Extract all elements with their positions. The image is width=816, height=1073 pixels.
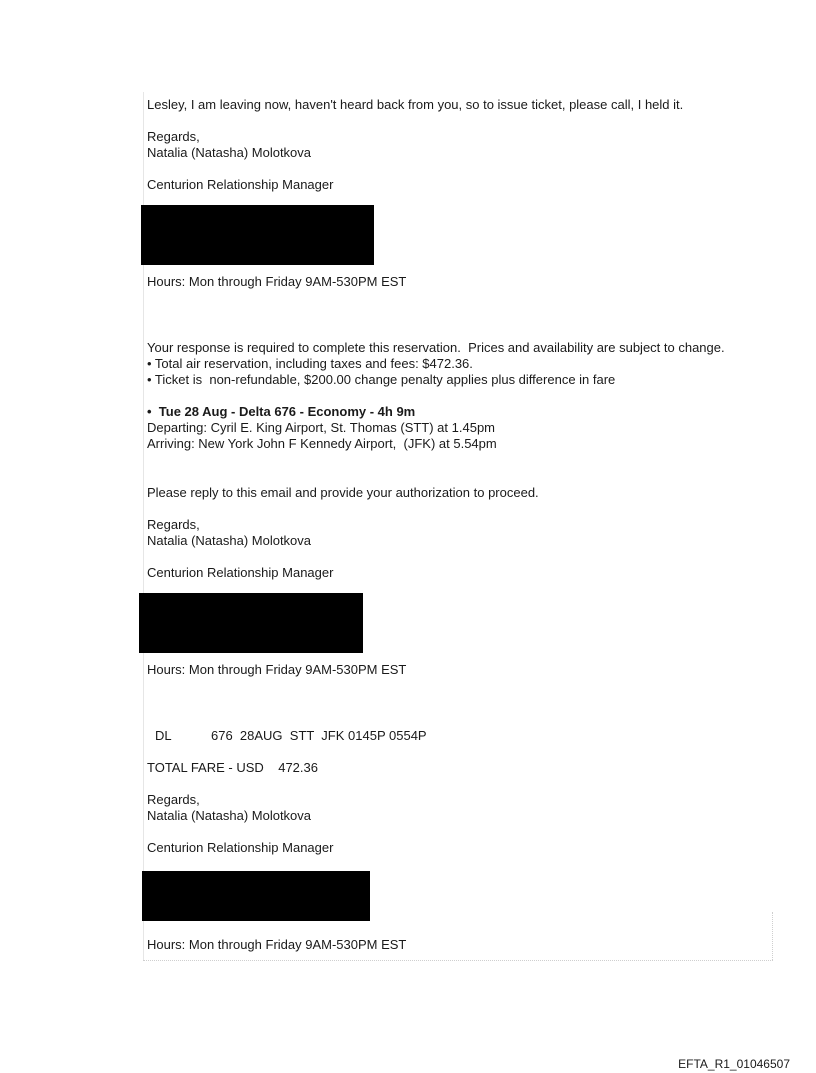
itinerary-segment: 676 28AUG STT JFK 0145P 0554P <box>211 728 427 743</box>
redaction-block <box>142 871 370 921</box>
quote-border-bottom <box>143 960 773 961</box>
quote-border-right <box>772 912 773 960</box>
document-id: EFTA_R1_01046507 <box>678 1057 790 1071</box>
redaction-block <box>139 593 363 653</box>
intro-message: Lesley, I am leaving now, haven't heard back from you, so to issue ticket, please call, I held it. <box>147 97 684 112</box>
signature-title: Centurion Relationship Manager <box>147 177 334 192</box>
flight-departing: Departing: Cyril E. King Airport, St. Thomas (STT) at 1.45pm <box>147 420 495 435</box>
signature-name: Natalia (Natasha) Molotkova <box>147 533 312 548</box>
flight-arriving: Arriving: New York John F Kennedy Airport, (JFK) at 5.54pm <box>147 436 497 451</box>
signature-regards: Regards, <box>147 517 200 532</box>
reservation-bullet-total: • Total air reservation, including taxes and fees: $472.36. <box>147 356 473 371</box>
signature-hours: Hours: Mon through Friday 9AM-530PM EST <box>147 274 407 289</box>
redaction-block <box>141 205 374 265</box>
signature-name: Natalia (Natasha) Molotkova <box>147 808 312 823</box>
signature-regards: Regards, <box>147 129 200 144</box>
reservation-notice: Your response is required to complete this reservation. Prices and availability are subject to change. <box>147 340 725 355</box>
signature-regards: Regards, <box>147 792 200 807</box>
signature-title: Centurion Relationship Manager <box>147 565 334 580</box>
itinerary-carrier: DL <box>155 728 172 743</box>
reservation-bullet-refund: • Ticket is non-refundable, $200.00 change penalty applies plus difference in fare <box>147 372 616 387</box>
signature-hours: Hours: Mon through Friday 9AM-530PM EST <box>147 937 407 952</box>
reply-request: Please reply to this email and provide your authorization to proceed. <box>147 485 539 500</box>
itinerary-total-fare: TOTAL FARE - USD 472.36 <box>147 760 318 775</box>
signature-title: Centurion Relationship Manager <box>147 840 334 855</box>
flight-heading: • Tue 28 Aug - Delta 676 - Economy - 4h 9m <box>147 404 416 419</box>
signature-hours: Hours: Mon through Friday 9AM-530PM EST <box>147 662 407 677</box>
signature-name: Natalia (Natasha) Molotkova <box>147 145 312 160</box>
